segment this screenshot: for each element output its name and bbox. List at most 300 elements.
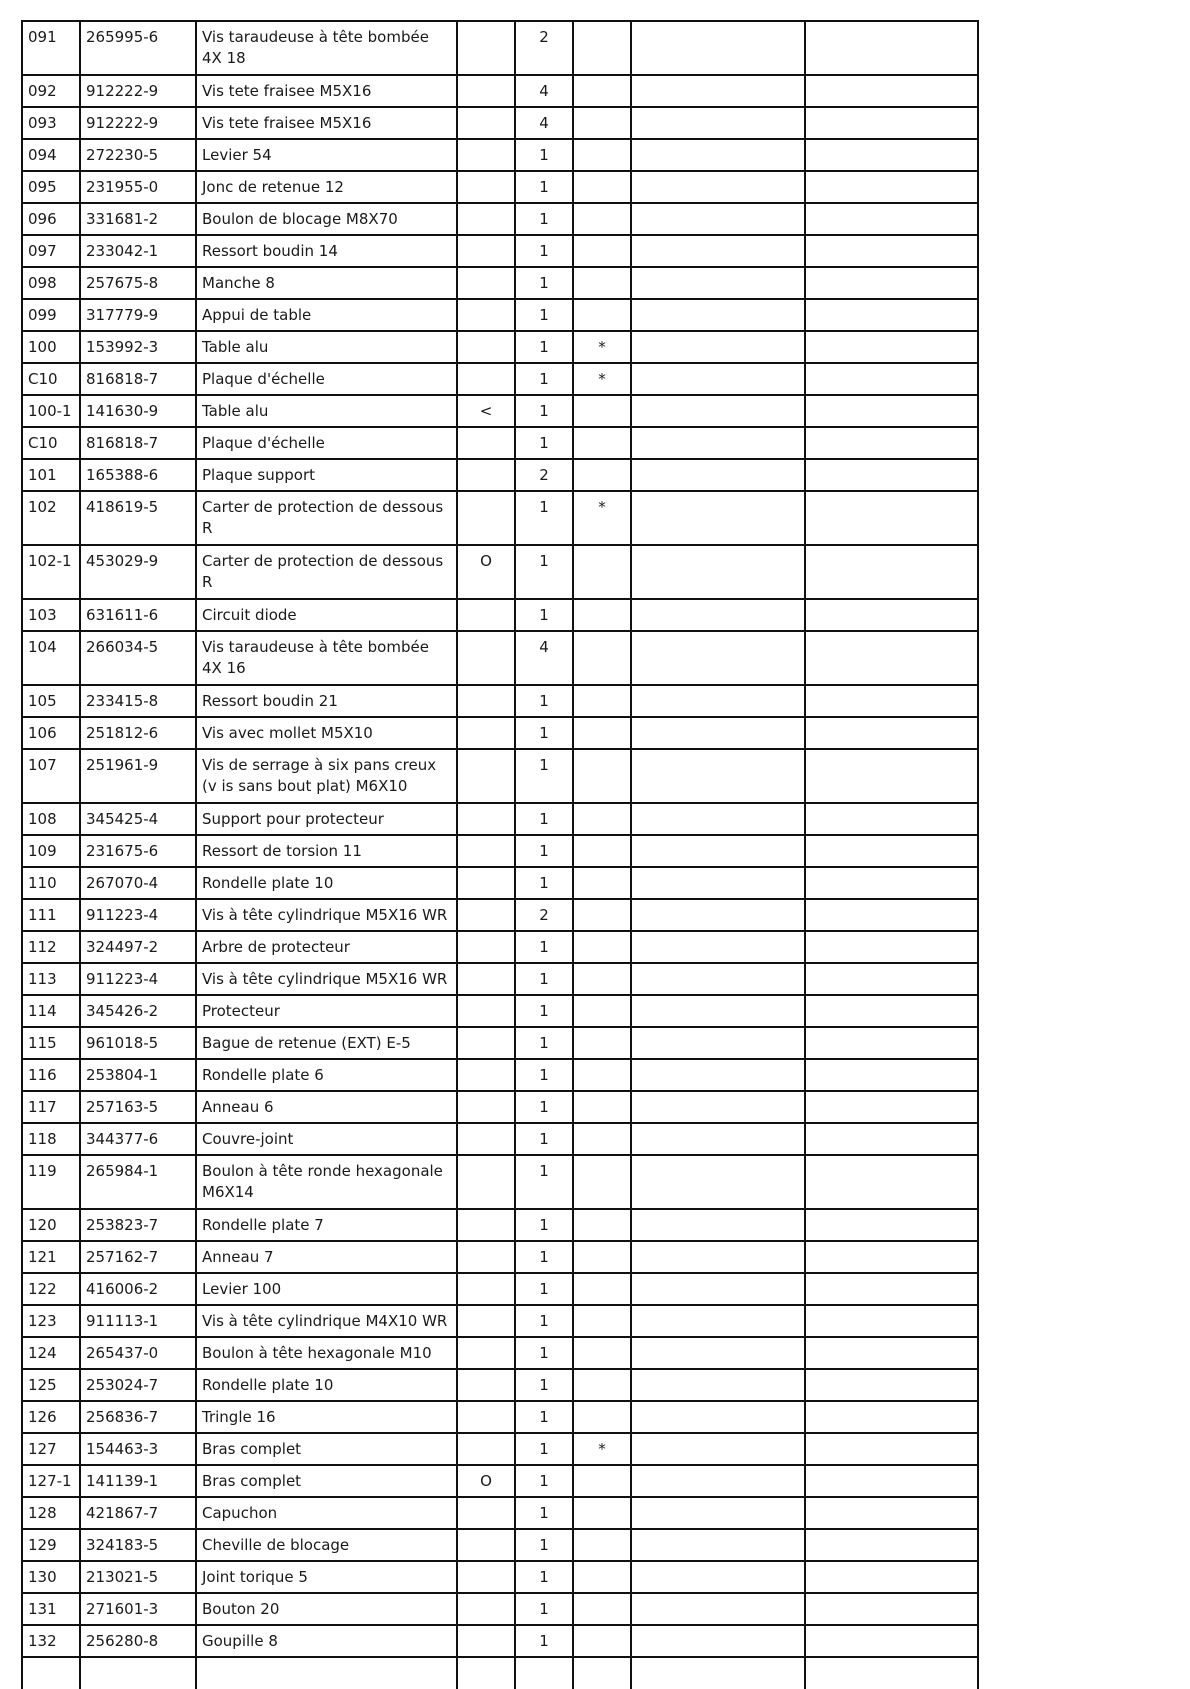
table-row xyxy=(22,1561,978,1593)
blank-cell xyxy=(805,1593,978,1625)
description-cell: Ressort de torsion 11 xyxy=(196,835,457,867)
table-row xyxy=(22,21,978,75)
blank-cell xyxy=(805,1433,978,1465)
note-cell xyxy=(457,1497,515,1529)
blank-cell xyxy=(631,171,805,203)
blank-cell xyxy=(631,1059,805,1091)
quantity-cell: 1 xyxy=(515,1059,573,1091)
quantity-cell: 1 xyxy=(515,749,573,803)
blank-cell xyxy=(515,1657,573,1689)
description-cell: Support pour protecteur xyxy=(196,803,457,835)
description-cell: Vis tete fraisee M5X16 xyxy=(196,75,457,107)
item-number-cell: 098 xyxy=(22,267,80,299)
blank-cell xyxy=(805,203,978,235)
table-row xyxy=(22,331,978,363)
part-number-cell: 816818-7 xyxy=(80,363,196,395)
item-number-cell: 116 xyxy=(22,1059,80,1091)
item-number-cell: 100 xyxy=(22,331,80,363)
description-cell: Anneau 7 xyxy=(196,1241,457,1273)
blank-cell xyxy=(631,1155,805,1209)
mark-cell xyxy=(573,1561,631,1593)
blank-cell xyxy=(805,331,978,363)
blank-cell xyxy=(805,1497,978,1529)
quantity-cell: 1 xyxy=(515,1465,573,1497)
table-row xyxy=(22,1497,978,1529)
table-row xyxy=(22,931,978,963)
note-cell xyxy=(457,1273,515,1305)
table-row xyxy=(22,545,978,599)
blank-cell xyxy=(805,1155,978,1209)
table-row xyxy=(22,1465,978,1497)
blank-cell xyxy=(805,1529,978,1561)
blank-cell xyxy=(631,75,805,107)
item-number-cell: 102-1 xyxy=(22,545,80,599)
note-cell xyxy=(457,1305,515,1337)
blank-cell xyxy=(631,1209,805,1241)
part-number-cell: 631611-6 xyxy=(80,599,196,631)
description-cell: Levier 100 xyxy=(196,1273,457,1305)
blank-cell xyxy=(805,1369,978,1401)
table-row xyxy=(22,685,978,717)
item-number-cell: 101 xyxy=(22,459,80,491)
part-number-cell: 165388-6 xyxy=(80,459,196,491)
description-cell: Anneau 6 xyxy=(196,1091,457,1123)
note-cell xyxy=(457,1241,515,1273)
note-cell xyxy=(457,171,515,203)
mark-cell: * xyxy=(573,1433,631,1465)
quantity-cell: 2 xyxy=(515,21,573,75)
mark-cell xyxy=(573,899,631,931)
quantity-cell: 1 xyxy=(515,1027,573,1059)
item-number-cell: 132 xyxy=(22,1625,80,1657)
blank-cell xyxy=(631,867,805,899)
quantity-cell: 1 xyxy=(515,599,573,631)
blank-cell xyxy=(805,459,978,491)
mark-cell xyxy=(573,599,631,631)
note-cell xyxy=(457,363,515,395)
table-row-continued xyxy=(22,1657,978,1689)
blank-cell xyxy=(805,899,978,931)
blank-cell xyxy=(805,235,978,267)
part-number-cell: 912222-9 xyxy=(80,107,196,139)
part-number-cell: 911223-4 xyxy=(80,963,196,995)
blank-cell xyxy=(631,1273,805,1305)
item-number-cell: 118 xyxy=(22,1123,80,1155)
part-number-cell: 272230-5 xyxy=(80,139,196,171)
table-row xyxy=(22,599,978,631)
blank-cell xyxy=(805,835,978,867)
description-cell: Ressort boudin 14 xyxy=(196,235,457,267)
quantity-cell: 4 xyxy=(515,631,573,685)
part-number-cell: 453029-9 xyxy=(80,545,196,599)
description-cell: Jonc de retenue 12 xyxy=(196,171,457,203)
blank-cell xyxy=(805,1091,978,1123)
note-cell xyxy=(457,1027,515,1059)
note-cell xyxy=(457,75,515,107)
blank-cell xyxy=(805,363,978,395)
quantity-cell: 1 xyxy=(515,299,573,331)
blank-cell xyxy=(805,1059,978,1091)
note-cell xyxy=(457,1123,515,1155)
part-number-cell: 416006-2 xyxy=(80,1273,196,1305)
quantity-cell: 1 xyxy=(515,203,573,235)
description-cell: Boulon à tête ronde hexagonale M6X14 xyxy=(196,1155,457,1209)
blank-cell xyxy=(631,803,805,835)
table-row xyxy=(22,395,978,427)
table-row xyxy=(22,203,978,235)
blank-cell xyxy=(805,267,978,299)
description-cell: Rondelle plate 10 xyxy=(196,1369,457,1401)
blank-cell xyxy=(805,803,978,835)
blank-cell xyxy=(631,685,805,717)
mark-cell xyxy=(573,1241,631,1273)
blank-cell xyxy=(631,1497,805,1529)
item-number-cell: 103 xyxy=(22,599,80,631)
part-number-cell: 271601-3 xyxy=(80,1593,196,1625)
description-cell: Vis à tête cylindrique M4X10 WR xyxy=(196,1305,457,1337)
item-number-cell: 128 xyxy=(22,1497,80,1529)
table-row xyxy=(22,459,978,491)
description-cell: Boulon à tête hexagonale M10 xyxy=(196,1337,457,1369)
description-cell: Joint torique 5 xyxy=(196,1561,457,1593)
part-number-cell: 256280-8 xyxy=(80,1625,196,1657)
table-row xyxy=(22,1091,978,1123)
description-cell: Boulon de blocage M8X70 xyxy=(196,203,457,235)
blank-cell xyxy=(805,717,978,749)
part-number-cell: 257162-7 xyxy=(80,1241,196,1273)
blank-cell xyxy=(805,963,978,995)
part-number-cell: 233415-8 xyxy=(80,685,196,717)
part-number-cell: 266034-5 xyxy=(80,631,196,685)
parts-list-body xyxy=(22,21,978,1689)
part-number-cell: 231675-6 xyxy=(80,835,196,867)
table-row xyxy=(22,1209,978,1241)
table-row xyxy=(22,107,978,139)
mark-cell xyxy=(573,267,631,299)
description-cell: Carter de protection de dessous R xyxy=(196,545,457,599)
part-number-cell: 253024-7 xyxy=(80,1369,196,1401)
description-cell: Plaque support xyxy=(196,459,457,491)
blank-cell xyxy=(631,995,805,1027)
description-cell: Plaque d'échelle xyxy=(196,427,457,459)
mark-cell xyxy=(573,631,631,685)
note-cell xyxy=(457,717,515,749)
description-cell: Vis à tête cylindrique M5X16 WR xyxy=(196,963,457,995)
mark-cell xyxy=(573,1209,631,1241)
mark-cell xyxy=(573,1155,631,1209)
note-cell xyxy=(457,107,515,139)
note-cell xyxy=(457,203,515,235)
quantity-cell: 1 xyxy=(515,835,573,867)
quantity-cell: 1 xyxy=(515,1123,573,1155)
blank-cell xyxy=(631,963,805,995)
item-number-cell: 127 xyxy=(22,1433,80,1465)
quantity-cell: 1 xyxy=(515,1401,573,1433)
item-number-cell: 105 xyxy=(22,685,80,717)
description-cell: Rondelle plate 7 xyxy=(196,1209,457,1241)
table-row xyxy=(22,1369,978,1401)
mark-cell xyxy=(573,139,631,171)
blank-cell xyxy=(805,299,978,331)
part-number-cell: 233042-1 xyxy=(80,235,196,267)
blank-cell xyxy=(805,1337,978,1369)
blank-cell xyxy=(805,1241,978,1273)
note-cell xyxy=(457,235,515,267)
table-row xyxy=(22,1123,978,1155)
blank-cell xyxy=(631,749,805,803)
table-row xyxy=(22,1625,978,1657)
part-number-cell: 345426-2 xyxy=(80,995,196,1027)
item-number-cell: 125 xyxy=(22,1369,80,1401)
blank-cell xyxy=(805,75,978,107)
item-number-cell: 111 xyxy=(22,899,80,931)
mark-cell xyxy=(573,1091,631,1123)
quantity-cell: 1 xyxy=(515,867,573,899)
part-number-cell: 256836-7 xyxy=(80,1401,196,1433)
mark-cell xyxy=(573,1027,631,1059)
table-row xyxy=(22,1593,978,1625)
blank-cell xyxy=(805,749,978,803)
blank-cell xyxy=(631,139,805,171)
note-cell xyxy=(457,1625,515,1657)
quantity-cell: 1 xyxy=(515,1529,573,1561)
quantity-cell: 1 xyxy=(515,1305,573,1337)
part-number-cell: 265995-6 xyxy=(80,21,196,75)
blank-cell xyxy=(631,203,805,235)
mark-cell xyxy=(573,1401,631,1433)
item-number-cell: 100-1 xyxy=(22,395,80,427)
quantity-cell: 1 xyxy=(515,1433,573,1465)
item-number-cell: 131 xyxy=(22,1593,80,1625)
table-row xyxy=(22,1241,978,1273)
blank-cell xyxy=(631,1593,805,1625)
quantity-cell: 1 xyxy=(515,235,573,267)
mark-cell xyxy=(573,75,631,107)
note-cell xyxy=(457,1059,515,1091)
note-cell xyxy=(457,331,515,363)
item-number-cell: 114 xyxy=(22,995,80,1027)
quantity-cell: 1 xyxy=(515,363,573,395)
table-row xyxy=(22,139,978,171)
blank-cell xyxy=(631,717,805,749)
blank-cell xyxy=(631,1241,805,1273)
mark-cell xyxy=(573,427,631,459)
blank-cell xyxy=(805,631,978,685)
note-cell xyxy=(457,139,515,171)
blank-cell xyxy=(631,427,805,459)
blank-cell xyxy=(805,1027,978,1059)
mark-cell xyxy=(573,1123,631,1155)
blank-cell xyxy=(805,1561,978,1593)
blank-cell xyxy=(631,1337,805,1369)
note-cell xyxy=(457,631,515,685)
item-number-cell: 109 xyxy=(22,835,80,867)
part-number-cell: 344377-6 xyxy=(80,1123,196,1155)
description-cell: Tringle 16 xyxy=(196,1401,457,1433)
blank-cell xyxy=(805,427,978,459)
mark-cell xyxy=(573,1059,631,1091)
part-number-cell: 253804-1 xyxy=(80,1059,196,1091)
item-number-cell: 130 xyxy=(22,1561,80,1593)
description-cell: Carter de protection de dessous R xyxy=(196,491,457,545)
description-cell: Couvre-joint xyxy=(196,1123,457,1155)
description-cell: Rondelle plate 10 xyxy=(196,867,457,899)
description-cell: Arbre de protecteur xyxy=(196,931,457,963)
blank-cell xyxy=(631,1433,805,1465)
note-cell xyxy=(457,299,515,331)
table-row xyxy=(22,299,978,331)
quantity-cell: 1 xyxy=(515,1561,573,1593)
mark-cell xyxy=(573,1273,631,1305)
mark-cell xyxy=(573,21,631,75)
mark-cell xyxy=(573,1369,631,1401)
part-number-cell: 324183-5 xyxy=(80,1529,196,1561)
blank-cell xyxy=(631,363,805,395)
note-cell xyxy=(457,1155,515,1209)
blank-cell xyxy=(631,931,805,963)
quantity-cell: 1 xyxy=(515,1369,573,1401)
blank-cell xyxy=(805,867,978,899)
blank-cell xyxy=(631,1529,805,1561)
blank-cell xyxy=(805,21,978,75)
description-cell: Vis de serrage à six pans creux (v is sans bout plat) M6X10 xyxy=(196,749,457,803)
item-number-cell: 124 xyxy=(22,1337,80,1369)
part-number-cell: 153992-3 xyxy=(80,331,196,363)
table-row xyxy=(22,1305,978,1337)
item-number-cell: 108 xyxy=(22,803,80,835)
item-number-cell: 129 xyxy=(22,1529,80,1561)
mark-cell xyxy=(573,203,631,235)
table-row xyxy=(22,1433,978,1465)
mark-cell xyxy=(573,717,631,749)
blank-cell xyxy=(631,899,805,931)
mark-cell xyxy=(573,545,631,599)
blank-cell xyxy=(631,1369,805,1401)
mark-cell xyxy=(573,685,631,717)
note-cell xyxy=(457,995,515,1027)
mark-cell xyxy=(573,1337,631,1369)
item-number-cell: 104 xyxy=(22,631,80,685)
part-number-cell: 154463-3 xyxy=(80,1433,196,1465)
note-cell xyxy=(457,931,515,963)
part-number-cell: 253823-7 xyxy=(80,1209,196,1241)
note-cell xyxy=(457,491,515,545)
note-cell xyxy=(457,1433,515,1465)
quantity-cell: 1 xyxy=(515,995,573,1027)
blank-cell xyxy=(805,1209,978,1241)
table-row xyxy=(22,803,978,835)
note-cell: < xyxy=(457,395,515,427)
blank-cell xyxy=(805,931,978,963)
blank-cell xyxy=(631,395,805,427)
blank-cell xyxy=(631,107,805,139)
item-number-cell: 092 xyxy=(22,75,80,107)
blank-cell xyxy=(805,1305,978,1337)
item-number-cell: 119 xyxy=(22,1155,80,1209)
part-number-cell: 265437-0 xyxy=(80,1337,196,1369)
description-cell: Appui de table xyxy=(196,299,457,331)
description-cell: Vis à tête cylindrique M5X16 WR xyxy=(196,899,457,931)
part-number-cell: 816818-7 xyxy=(80,427,196,459)
blank-cell xyxy=(631,1561,805,1593)
blank-cell xyxy=(631,235,805,267)
part-number-cell: 418619-5 xyxy=(80,491,196,545)
item-number-cell: 096 xyxy=(22,203,80,235)
table-row xyxy=(22,717,978,749)
item-number-cell: 095 xyxy=(22,171,80,203)
blank-cell xyxy=(805,599,978,631)
quantity-cell: 1 xyxy=(515,395,573,427)
quantity-cell: 4 xyxy=(515,75,573,107)
part-number-cell: 961018-5 xyxy=(80,1027,196,1059)
note-cell xyxy=(457,1209,515,1241)
blank-cell xyxy=(457,1657,515,1689)
quantity-cell: 1 xyxy=(515,1273,573,1305)
table-row xyxy=(22,995,978,1027)
item-number-cell: 113 xyxy=(22,963,80,995)
part-number-cell: 141630-9 xyxy=(80,395,196,427)
mark-cell xyxy=(573,931,631,963)
description-cell: Vis taraudeuse à tête bombée 4X 18 xyxy=(196,21,457,75)
table-row xyxy=(22,235,978,267)
item-number-cell: C10 xyxy=(22,427,80,459)
blank-cell xyxy=(805,1657,978,1689)
table-row xyxy=(22,899,978,931)
note-cell xyxy=(457,1401,515,1433)
blank-cell xyxy=(631,459,805,491)
item-number-cell: 110 xyxy=(22,867,80,899)
blank-cell xyxy=(805,1465,978,1497)
mark-cell xyxy=(573,1465,631,1497)
mark-cell xyxy=(573,235,631,267)
item-number-cell: 126 xyxy=(22,1401,80,1433)
table-row xyxy=(22,631,978,685)
mark-cell xyxy=(573,749,631,803)
note-cell xyxy=(457,267,515,299)
quantity-cell: 1 xyxy=(515,427,573,459)
item-number-cell: 091 xyxy=(22,21,80,75)
mark-cell xyxy=(573,1625,631,1657)
table-row xyxy=(22,963,978,995)
description-cell: Goupille 8 xyxy=(196,1625,457,1657)
part-number-cell: 231955-0 xyxy=(80,171,196,203)
blank-cell xyxy=(631,1027,805,1059)
quantity-cell: 2 xyxy=(515,899,573,931)
blank-cell xyxy=(805,995,978,1027)
item-number-cell: C10 xyxy=(22,363,80,395)
mark-cell xyxy=(573,299,631,331)
mark-cell xyxy=(573,395,631,427)
item-number-cell: 106 xyxy=(22,717,80,749)
part-number-cell: 912222-9 xyxy=(80,75,196,107)
note-cell xyxy=(457,899,515,931)
quantity-cell: 1 xyxy=(515,685,573,717)
blank-cell xyxy=(805,171,978,203)
blank-cell xyxy=(631,1401,805,1433)
item-number-cell: 094 xyxy=(22,139,80,171)
quantity-cell: 1 xyxy=(515,1091,573,1123)
blank-cell xyxy=(631,1465,805,1497)
blank-cell xyxy=(631,1123,805,1155)
blank-cell xyxy=(196,1657,457,1689)
quantity-cell: 1 xyxy=(515,963,573,995)
blank-cell xyxy=(631,835,805,867)
mark-cell xyxy=(573,835,631,867)
mark-cell xyxy=(573,459,631,491)
part-number-cell: 317779-9 xyxy=(80,299,196,331)
mark-cell xyxy=(573,1529,631,1561)
blank-cell xyxy=(805,107,978,139)
